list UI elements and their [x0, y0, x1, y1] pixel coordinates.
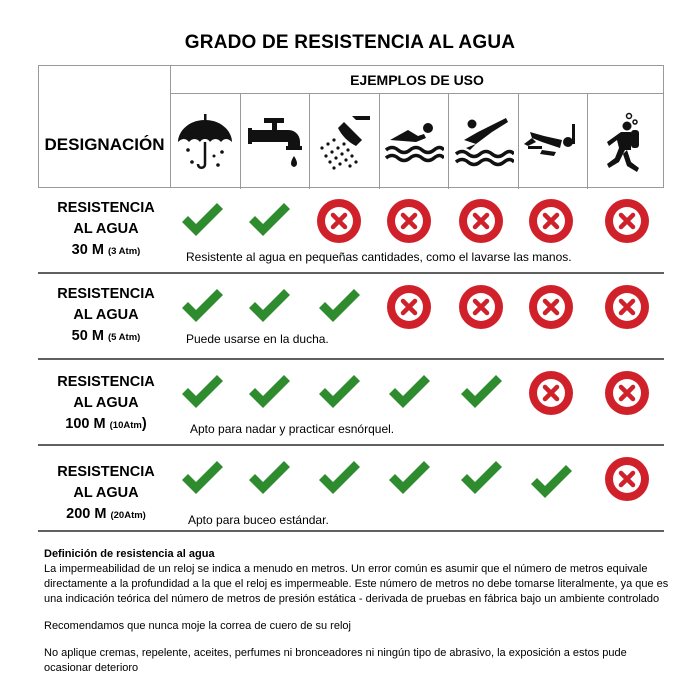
- table-row: [38, 360, 664, 446]
- faucet-icon: [240, 94, 309, 189]
- swimming-icon: [379, 94, 448, 189]
- cross-icon: [604, 456, 650, 502]
- scuba-diver-icon: [587, 94, 665, 189]
- snorkeling-icon: [518, 94, 587, 189]
- cross-icon: [528, 370, 574, 416]
- check-icon: [458, 370, 504, 416]
- cross-icon: [528, 198, 574, 244]
- uso-header: EJEMPLOS DE USO: [350, 72, 484, 88]
- check-icon: [316, 284, 362, 330]
- check-icon: [179, 456, 225, 502]
- definition-heading: Definición de resistencia al agua: [44, 548, 215, 560]
- check-icon: [316, 456, 362, 502]
- cross-icon: [386, 284, 432, 330]
- row-label: RESISTENCIA AL AGUA 200 M (20Atm): [57, 464, 155, 522]
- check-icon: [386, 456, 432, 502]
- cross-icon: [458, 198, 504, 244]
- cross-icon: [316, 198, 362, 244]
- cross-icon: [604, 370, 650, 416]
- check-icon: [528, 460, 574, 506]
- check-icon: [179, 198, 225, 244]
- footer-text: [44, 547, 670, 676]
- umbrella-icon: [170, 94, 240, 189]
- definition-paragraph: La impermeabilidad de un reloj se indica a menudo en metros. Un error común es asumir que el número de metros equivale directamente a la profundidad a la que el reloj es impermeable. Este número de metros no debe tomarse literalmente, ya que es una indicación teórica del número de metros de presión estática - derivada de pruebas en fábrica bajo un ambiente controlado: [44, 563, 669, 605]
- cross-icon: [604, 198, 650, 244]
- row-label: RESISTENCIA AL AGUA 50 M (5 Atm): [57, 286, 155, 344]
- designacion-header: DESIGNACIÓN: [44, 135, 165, 154]
- check-icon: [246, 198, 292, 244]
- cross-icon: [604, 284, 650, 330]
- page-title: GRADO DE RESISTENCIA AL AGUA: [184, 32, 516, 53]
- leather-strap-recommendation: Recomendamos que nunca moje la correa de cuero de su reloj: [44, 620, 351, 632]
- row-note: Resistente al agua en pequeñas cantidades, como el lavarse las manos.: [186, 250, 572, 264]
- table-row: [38, 446, 664, 532]
- diving-into-water-icon: [448, 94, 518, 189]
- table-header: [38, 65, 664, 188]
- cross-icon: [386, 198, 432, 244]
- check-icon: [179, 284, 225, 330]
- check-icon: [316, 370, 362, 416]
- row-label: RESISTENCIA AL AGUA 100 M (10Atm): [57, 374, 155, 432]
- check-icon: [458, 456, 504, 502]
- check-icon: [246, 284, 292, 330]
- check-icon: [179, 370, 225, 416]
- row-note: Apto para nadar y practicar esnórquel.: [190, 422, 395, 436]
- row-label: RESISTENCIA AL AGUA 30 M (3 Atm): [57, 200, 155, 258]
- table-row: [38, 188, 664, 274]
- check-icon: [386, 370, 432, 416]
- check-icon: [246, 456, 292, 502]
- row-note: Puede usarse en la ducha.: [186, 332, 329, 346]
- table-row: [38, 274, 664, 360]
- shower-icon: [309, 94, 379, 189]
- cross-icon: [458, 284, 504, 330]
- cross-icon: [528, 284, 574, 330]
- chemical-warning: No aplique cremas, repelente, aceites, perfumes ni bronceadores ni ningún tipo de abrasivo, la exposición a estos pude ocasionar deterioro: [44, 647, 627, 674]
- check-icon: [246, 370, 292, 416]
- water-resistance-table: [38, 65, 664, 532]
- row-note: Apto para buceo estándar.: [188, 513, 329, 527]
